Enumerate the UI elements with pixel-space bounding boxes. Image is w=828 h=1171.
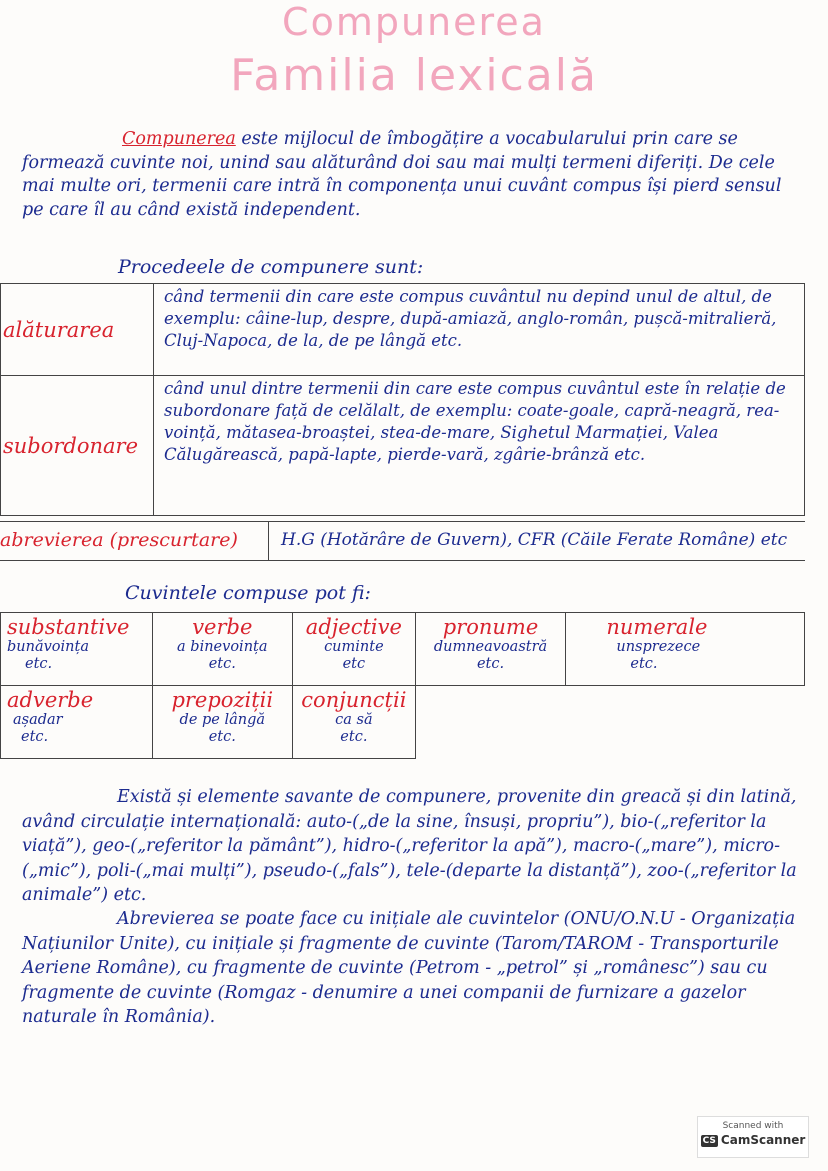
- type-etc: etc.: [340, 729, 368, 745]
- camscanner-watermark: [697, 1116, 809, 1158]
- compound-types-table: [0, 612, 805, 759]
- type-example: a binevoința: [177, 639, 268, 655]
- learned-elements-paragraph: Există și elemente savante de compunere, provenite din greacă și din latină, având circulație internațională: auto-(„de la sine, însuși, propriu”), bio-(„referitor la viață”), geo-(„referitor la pământ”), hidro-(„referitor la apă”), macro-(„mare”), micro-(„mic”), poli-(„mai mulți”), pseudo-(„fals”), tele-(departe la distanță”), zoo-(„referitor la animale”) etc.: [22, 787, 797, 905]
- type-example: cuminte: [324, 639, 384, 655]
- watermark-brand-text: CamScanner: [720, 1133, 806, 1147]
- type-cell: [293, 613, 416, 686]
- type-etc: etc.: [630, 656, 658, 672]
- type-cell: [152, 613, 293, 686]
- type-etc: etc.: [208, 729, 236, 745]
- abbreviation-row: [0, 521, 805, 561]
- type-cell: [566, 613, 805, 686]
- type-cell: [415, 613, 566, 686]
- title-compunerea: Compunerea: [282, 0, 546, 44]
- type-cell: [1, 613, 153, 686]
- type-example: așadar: [13, 712, 63, 728]
- procedure-description: când termenii din care este compus cuvântul nu depind unul de altul, de exemplu: câine-lup, despre, după-amiază, anglo-român, pușcă-mitralieră, Cluj-Napoca, de la, de pe lângă etc.: [154, 284, 805, 376]
- intro-term: Compunerea: [122, 129, 236, 149]
- table-row: [1, 613, 805, 686]
- type-etc: etc.: [476, 656, 505, 672]
- type-category: substantive: [7, 615, 130, 639]
- type-etc: etc.: [25, 656, 53, 672]
- procedures-table: [0, 283, 805, 516]
- compound-heading: Cuvintele compuse pot fi:: [125, 582, 371, 604]
- watermark-brand: [698, 1133, 808, 1147]
- procedure-description: când unul dintre termenii din care este compus cuvântul este în relație de subordonare față de celălalt, de exemplu: coate-goale, capră-neagră, rea-voință, mătasea-broaștei, stea-de-mare, Sighetul Marmației, Valea Călugărească, papă-lapte, pierde-vară, zgârie-brânză etc.: [154, 376, 805, 516]
- type-category: adjective: [305, 615, 402, 639]
- procedures-heading: Procedeele de compunere sunt:: [118, 256, 424, 278]
- divider: [268, 522, 269, 560]
- type-example: unsprezece: [616, 639, 701, 655]
- type-example: bunăvoința: [7, 639, 89, 655]
- table-row: [1, 376, 805, 516]
- type-example: dumneavoastră: [433, 639, 548, 655]
- empty-cell: [566, 686, 805, 759]
- camscanner-logo-icon: CS: [702, 1135, 716, 1146]
- intro-text: este mijlocul de îmbogățire a vocabularului prin care se formează cuvinte noi, unind sau alăturând doi sau mai mulți termeni diferiți. De cele mai multe ori, termenii care intră în componența unui cuvânt compus își pierd sensul pe care îl au când există independent.: [22, 129, 782, 220]
- type-category: verbe: [192, 615, 253, 639]
- type-example: de pe lângă: [179, 712, 266, 728]
- type-category: pronume: [442, 615, 539, 639]
- type-example: ca să: [335, 712, 373, 728]
- empty-cell: [415, 686, 566, 759]
- procedure-label: alăturarea: [1, 284, 154, 376]
- table-row: [1, 284, 805, 376]
- table-row: [1, 686, 805, 759]
- type-cell: [1, 686, 153, 759]
- title-familia-lexicala: Familia lexicală: [230, 50, 598, 101]
- type-cell: [152, 686, 293, 759]
- type-etc: etc.: [208, 656, 236, 672]
- abbreviation-paragraph: Abrevierea se poate face cu inițiale ale cuvintelor (ONU/O.N.U - Organizația Națiunilor Unite), cu inițiale și fragmente de cuvinte (Tarom/TAROM - Transporturile Aeriene Române), cu fragmente de cuvinte (Petrom - „petrol” și „românesc”) sau cu fragmente de cuvinte (Romgaz - denumire a unei companii de furnizare a gazelor naturale în România).: [22, 909, 796, 1027]
- intro-paragraph: [22, 128, 807, 222]
- watermark-caption: Scanned with: [722, 1121, 784, 1131]
- procedure-label: subordonare: [1, 376, 154, 516]
- type-category: adverbe: [7, 688, 94, 712]
- type-cell: [293, 686, 416, 759]
- type-etc: etc.: [21, 729, 49, 745]
- abbreviation-examples: H.G (Hotărâre de Guvern), CFR (Căile Ferate Române) etc: [281, 530, 788, 550]
- type-category: numerale: [606, 615, 708, 639]
- type-category: prepoziții: [171, 688, 274, 712]
- abbreviation-label: abrevierea (prescurtare): [0, 529, 238, 551]
- type-category: conjuncții: [301, 688, 407, 712]
- type-etc: etc: [342, 656, 366, 672]
